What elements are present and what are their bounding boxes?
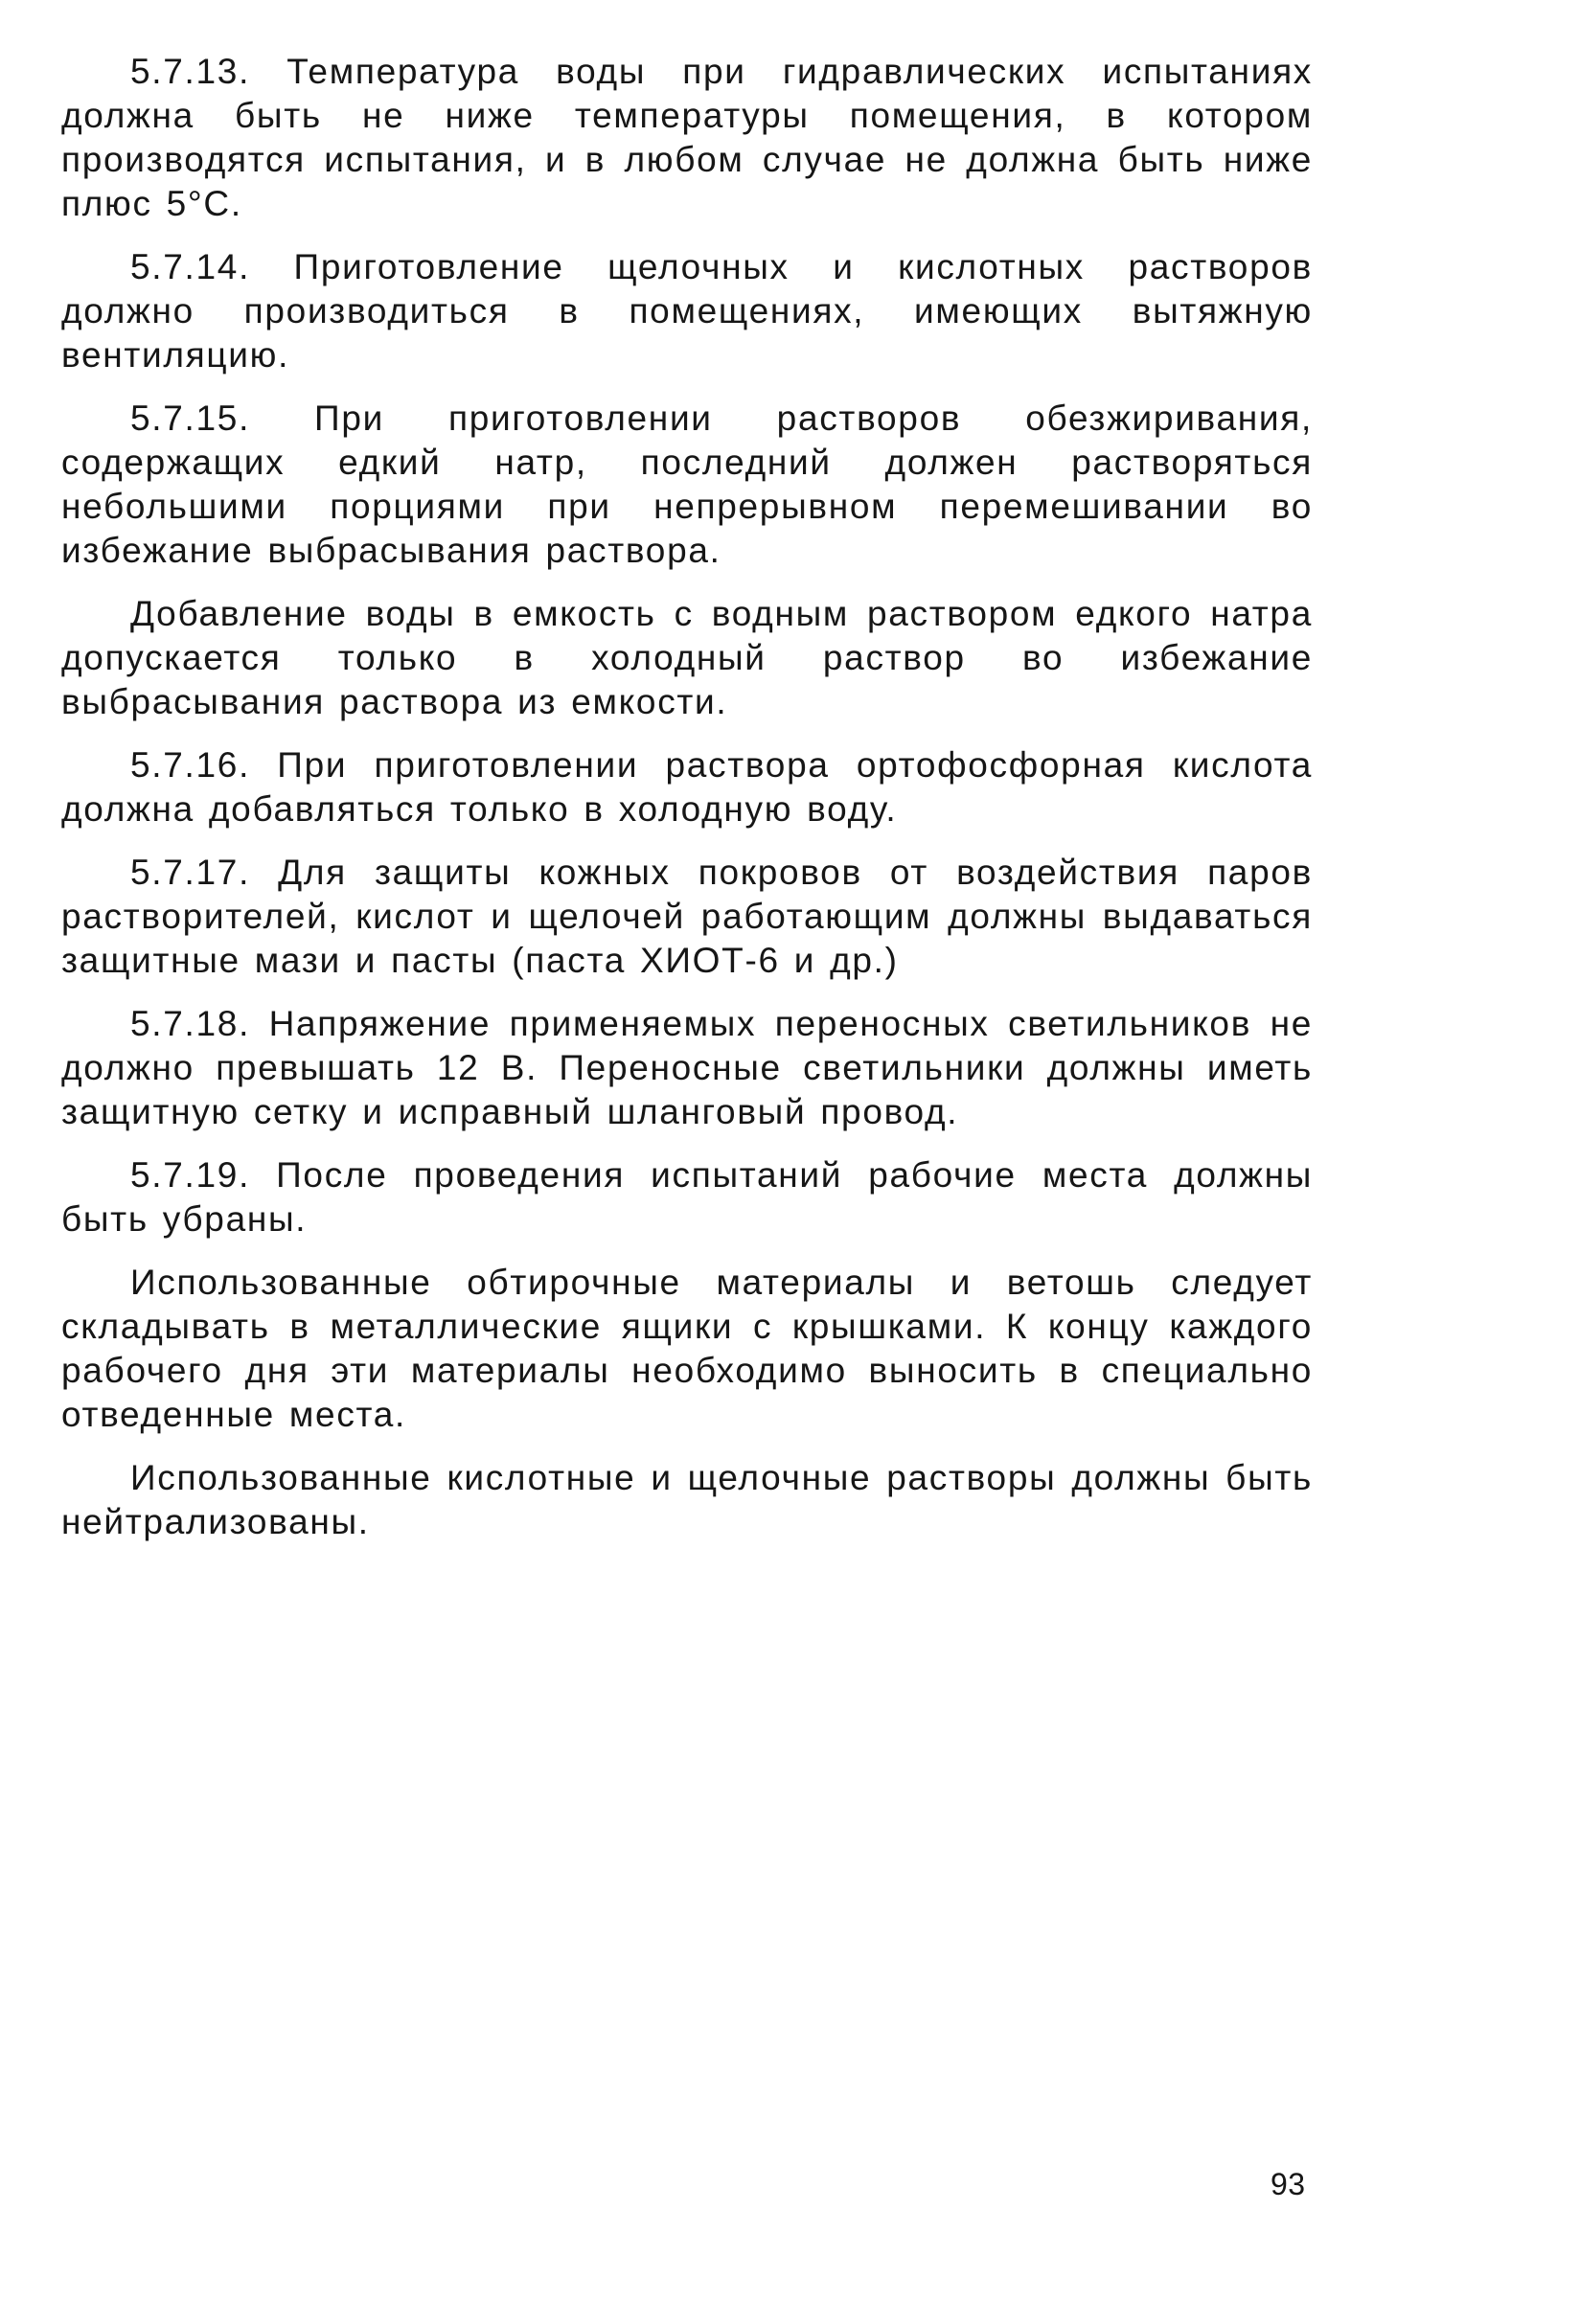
paragraph-5-7-19: 5.7.19. После проведения испытаний рабочие места должны быть убраны.	[61, 1155, 1313, 1239]
page-body	[61, 50, 1313, 1563]
paragraph-5-7-15: 5.7.15. При приготовлении растворов обезжиривания, содержащих едкий натр, последний должен растворяться небольшими порциями при непрерывном перемешивании во избежание выбрасывания раствора.	[61, 399, 1313, 570]
paragraph-5-7-13: 5.7.13. Температура воды при гидравлических испытаниях должна быть не ниже температуры помещения, в котором производятся испытания, и в любом случае не должна быть ниже плюс 5°С.	[61, 52, 1313, 223]
paragraph-water-addition: Добавление воды в емкость с водным раствором едкого натра допускается только в холодный раствор во избежание выбрасывания раствора из емкости.	[61, 594, 1313, 721]
paragraph-5-7-14: 5.7.14. Приготовление щелочных и кислотных растворов должно производиться в помещениях, имеющих вытяжную вентиляцию.	[61, 247, 1313, 375]
paragraph-used-solutions: Использованные кислотные и щелочные растворы должны быть нейтрализованы.	[61, 1458, 1313, 1541]
paragraph-5-7-17: 5.7.17. Для защиты кожных покровов от воздействия паров растворителей, кислот и щелочей работающим должны выдаваться защитные мази и пасты (паста ХИОТ-6 и др.)	[61, 853, 1313, 980]
paragraph-used-materials: Использованные обтирочные материалы и ветошь следует складывать в металлические ящики с крышками. К концу каждого рабочего дня эти материалы необходимо выносить в специально отведенные места.	[61, 1263, 1313, 1434]
paragraph-5-7-18: 5.7.18. Напряжение применяемых переносных светильников не должно превышать 12 В. Переносные светильники должны иметь защитную сетку и исправный шланговый провод.	[61, 1004, 1313, 1131]
page-number: 93	[1271, 2167, 1306, 2201]
paragraph-5-7-16: 5.7.16. При приготовлении раствора ортофосфорная кислота должна добавляться только в холодную воду.	[61, 745, 1313, 829]
